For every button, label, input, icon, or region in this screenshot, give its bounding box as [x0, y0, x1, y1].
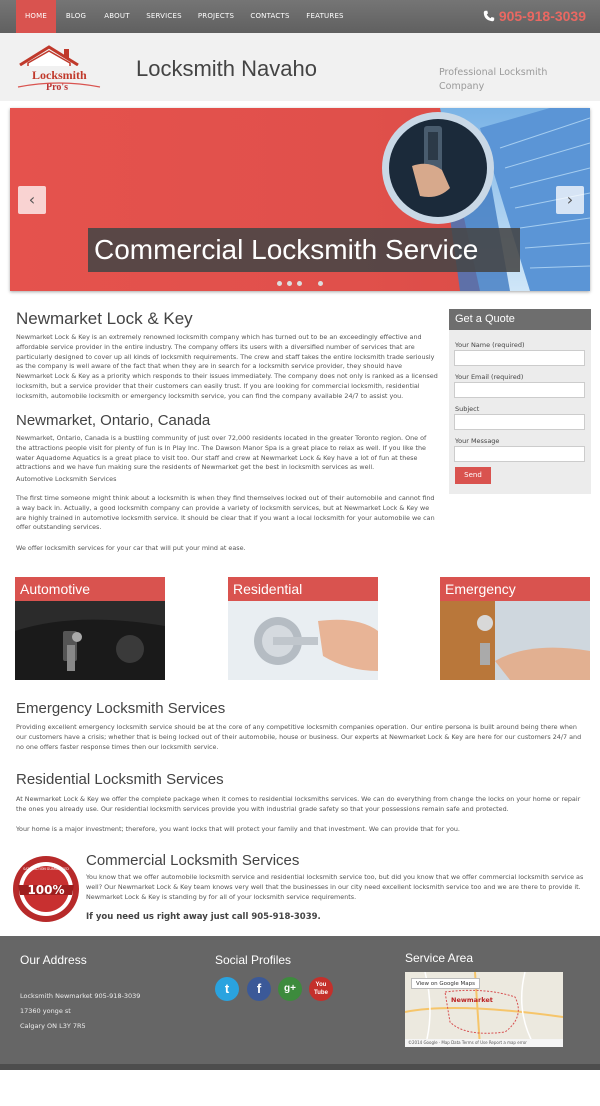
logo-text-1: Locksmith — [32, 68, 87, 82]
ontario-title: Newmarket, Ontario, Canada — [16, 412, 211, 429]
address-line-1: Locksmith Newmarket 905-918-3039 — [20, 992, 141, 1000]
commercial-cta: If you need us right away just call 905-918-3039. — [86, 912, 321, 922]
slider-next-button[interactable]: › — [556, 186, 584, 214]
nav-services[interactable]: SERVICES — [146, 12, 182, 20]
nav-blog[interactable]: BLOG — [65, 12, 87, 20]
card-residential-title[interactable]: Residential — [228, 577, 378, 601]
quote-form-title: Get a Quote — [449, 309, 591, 330]
map-city-label: Newmarket — [451, 996, 493, 1004]
send-button[interactable]: Send — [455, 467, 491, 484]
slider-dot-3[interactable] — [297, 281, 302, 286]
service-area-map[interactable] — [405, 972, 563, 1047]
message-label: Your Message — [455, 437, 500, 445]
card-emergency-title[interactable]: Emergency — [440, 577, 590, 601]
emergency-body: Providing excellent emergency locksmith service should be at the core of any competitive locksmith companies operation. Our entire persona is built around being there when our customers have a crisis; whether that is being locked out of their automobile, house or business. Our experts at Newmarket Lock & Key are here for our customers 24/7 and no one offers faster response times then our locksmith service. — [16, 723, 582, 751]
residential-title: Residential Locksmith Services — [16, 771, 224, 788]
slide-caption: Commercial Locksmith Service — [88, 228, 520, 272]
slider-dot-1[interactable] — [277, 281, 282, 286]
nav-projects[interactable]: PROJECTS — [197, 12, 235, 20]
facebook-icon[interactable]: f — [247, 977, 271, 1001]
logo-text-2: Pro's — [46, 82, 69, 93]
commercial-title: Commercial Locksmith Services — [86, 852, 300, 869]
intro-title: Newmarket Lock & Key — [16, 309, 193, 328]
name-label: Your Name (required) — [455, 341, 525, 349]
satisfaction-badge-icon — [12, 855, 80, 923]
slider-prev-button[interactable]: ‹ — [18, 186, 46, 214]
automotive-body-2: We offer locksmith services for your car that will put your mind at ease. — [16, 544, 246, 552]
subject-label: Subject — [455, 405, 480, 413]
automotive-subheading: Automotive Locksmith Services — [16, 475, 117, 483]
card-automotive-title[interactable]: Automotive — [15, 577, 165, 601]
email-label: Your Email (required) — [455, 373, 524, 381]
nav-home[interactable]: HOME — [16, 0, 56, 33]
youtube-icon[interactable]: You Tube — [309, 977, 333, 1001]
intro-body: Newmarket Lock & Key is an extremely renowned locksmith company which has turned out to be an exceedingly effective and affordable service provider in the entire industry. The company offers its users with a diversified number of services that are particularly designed to cover up all kinds of locksmith requirements. The crew and staff takes the entire locksmith trade seriously as the company is well aware of the fact that when they are in search for a locksmith service provider, they should have Newmarket Lock & Key as a priority which responds to their issues immediately. The company does not only is ranked as a licensed locksmith, but a service provider that their customers can easily trust. If you are looking for commercial locksmith, residential locksmith, automobile locksmith or emergency locksmith service, you can find the company available 24/7 to assist you. — [16, 333, 438, 400]
commercial-body: You know that we offer automobile locksmith service and residential locksmith service too, but did you know that we offer commercial locksmith service as well? Our Newmarket Lock & Key team knows very well that the businesses in our city need excellent locksmith service too and we are there to provide it. Newmarket Lock & Key is standing by for all of your locksmith service requirements. — [86, 873, 584, 901]
address-line-3: Calgary ON L3Y 7R5 — [20, 1022, 86, 1030]
subject-input[interactable] — [454, 414, 585, 430]
automotive-body: The first time someone might think about a locksmith is when they find themselves locked out of their automobile and cannot find a way back in. Actually, a good locksmith company can provide a variety of locksmith services, but at Newmarket Lock & Key we are highly trained in automotive locksmith service. It should be clear that if you want a local locksmith for your automobile we can offer outstanding services. — [16, 494, 435, 532]
header-phone[interactable] — [483, 0, 586, 33]
badge-text: SATISFACTION GUARANTEED — [23, 867, 69, 871]
message-textarea[interactable] — [454, 446, 585, 462]
phone-icon — [483, 10, 495, 22]
nav-features[interactable]: FEATURES — [306, 12, 344, 20]
view-google-maps-button[interactable]: View on Google Maps — [411, 978, 480, 989]
residential-body: At Newmarket Lock & Key we offer the complete package when it comes to residential locksmiths services. We can do everything from change the locks on your home or repair the ones you already use. Our residential locksmith services provide you with industrial grade safety so that your possessions remain safe and protected. — [16, 795, 581, 813]
service-area-title: Service Area — [405, 951, 474, 965]
slider-dot-4[interactable] — [318, 281, 323, 286]
ontario-body: Newmarket, Ontario, Canada is a bustling community of just over 72,000 residents located in the greater Toronto region. One of the attractions people visit for plenty of fun is In Play Inc. The Dawson Manor Spa is a great place to relax as well. If you like the water Aquadome Aquatics is a great place to visit too. Our staff and crew at Newmarket Lock & Key have a lot of fun at these attractions and we have fun making sure the residents of Newmarket get the best in locksmith services as well. — [16, 434, 427, 472]
name-input[interactable] — [454, 350, 585, 366]
email-input[interactable] — [454, 382, 585, 398]
address-line-2: 17360 yonge st — [20, 1007, 71, 1015]
site-tagline: Professional Locksmith Company — [439, 67, 548, 92]
nav-contacts[interactable]: CONTACTS — [250, 12, 290, 20]
site-logo[interactable] — [16, 43, 102, 93]
site-title: Locksmith Navaho — [136, 56, 317, 81]
map-attribution: ©2014 Google · Map Data Terms of Use Report a map error — [408, 1040, 527, 1045]
top-navigation — [0, 0, 600, 33]
card-automotive-image[interactable] — [15, 601, 165, 680]
nav-about[interactable]: ABOUT — [104, 12, 130, 20]
badge-percent: 100% — [27, 883, 65, 897]
phone-number: 905-918-3039 — [498, 8, 586, 24]
card-emergency-image[interactable] — [440, 601, 590, 680]
residential-body-2: Your home is a major investment; therefore, you want locks that will protect your family and that investment. We can provide that for you. — [16, 825, 460, 833]
emergency-title: Emergency Locksmith Services — [16, 700, 226, 717]
twitter-icon[interactable]: t — [215, 977, 239, 1001]
social-title: Social Profiles — [215, 953, 292, 967]
google-plus-icon[interactable]: g+ — [278, 977, 302, 1001]
card-residential-image[interactable] — [228, 601, 378, 680]
slider-dot-2[interactable] — [287, 281, 292, 286]
footer-bottom-bar — [0, 1064, 600, 1070]
address-title: Our Address — [20, 953, 87, 967]
